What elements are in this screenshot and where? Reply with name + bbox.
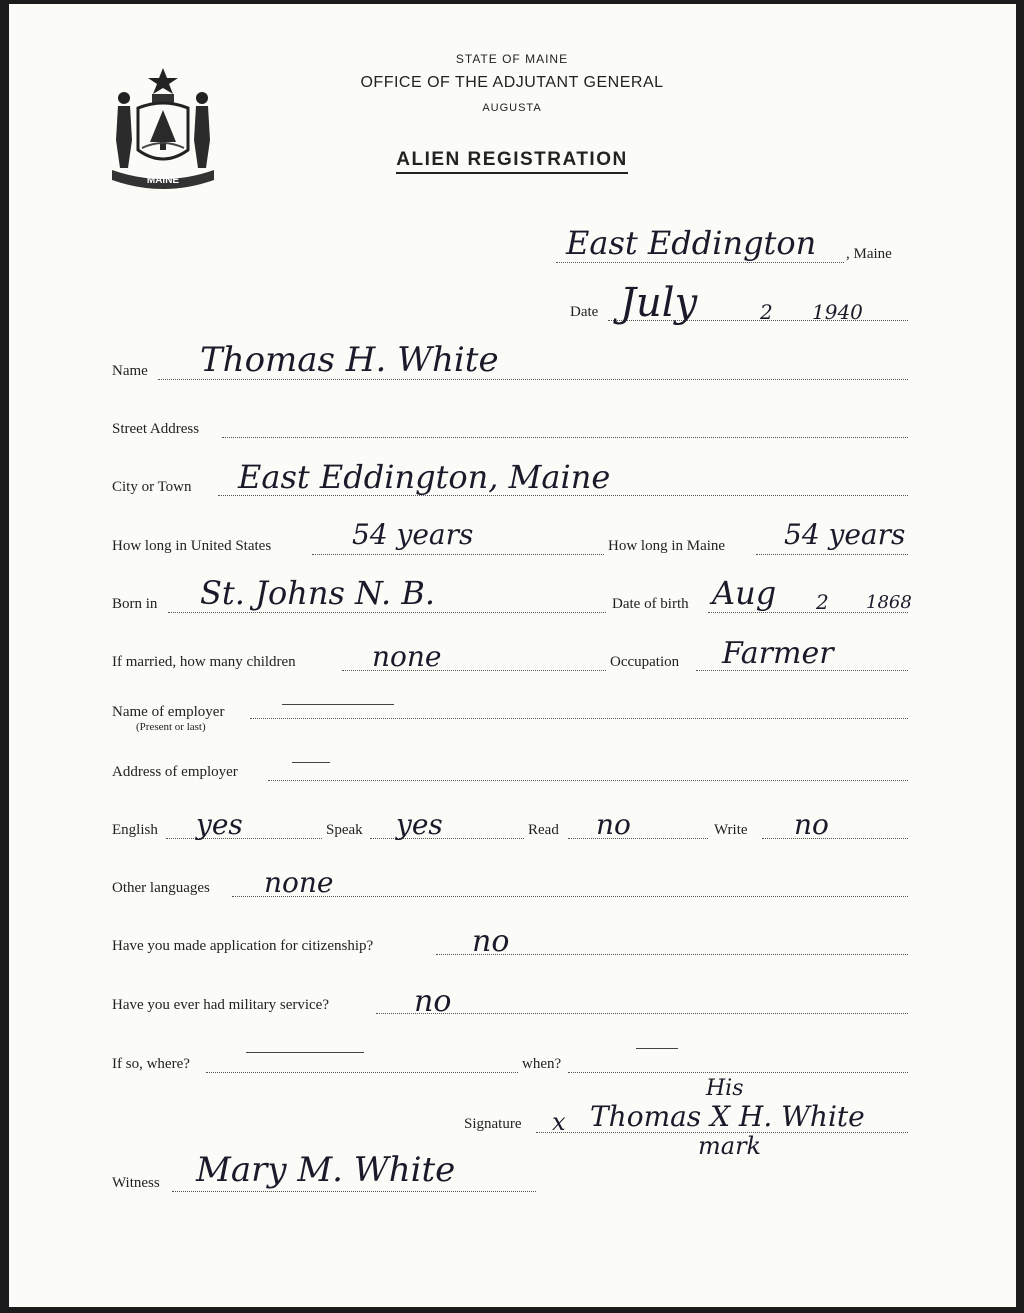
witness-label: Witness	[112, 1175, 160, 1191]
where-line	[206, 1072, 518, 1073]
name-label: Name	[112, 363, 148, 379]
other-languages-entry: none	[264, 866, 334, 899]
employer-address-dash	[292, 762, 330, 763]
dob-year-entry: 1868	[866, 592, 912, 613]
military-label: Have you ever had military service?	[112, 997, 329, 1013]
city-heading: AUGUSTA	[482, 102, 542, 114]
employer-name-sublabel: (Present or last)	[136, 721, 206, 733]
how-long-us-label: How long in United States	[112, 538, 272, 554]
office-heading: OFFICE OF THE ADJUTANT GENERAL	[360, 74, 664, 91]
citizenship-label: Have you made application for citizenship?	[112, 938, 374, 954]
witness-entry: Mary M. White	[196, 1150, 456, 1190]
when-dash	[636, 1048, 678, 1049]
place-line	[556, 262, 844, 263]
place-entry: East Eddington	[566, 224, 817, 262]
city-entry: East Eddington, Maine	[238, 458, 611, 496]
maine-suffix-label: , Maine	[846, 246, 892, 262]
state-heading: STATE OF MAINE	[455, 52, 569, 66]
how-long-us-line	[312, 554, 604, 555]
date-label: Date	[570, 304, 599, 320]
date-year-entry: 1940	[812, 300, 863, 324]
employer-name-line	[250, 718, 908, 719]
signature-x-mark: x	[552, 1108, 566, 1136]
citizenship-entry: no	[472, 924, 510, 959]
employer-address-line	[268, 780, 908, 781]
how-long-maine-label: How long in Maine	[608, 538, 726, 554]
years-us-entry: 54 years	[352, 518, 474, 551]
occupation-entry: Farmer	[722, 636, 834, 671]
form-title	[0, 149, 1024, 171]
other-languages-label: Other languages	[112, 880, 210, 896]
when-line	[568, 1072, 908, 1073]
read-line	[568, 838, 708, 839]
dob-month-entry: Aug	[712, 574, 777, 612]
english-entry: yes	[196, 808, 243, 841]
children-entry: none	[372, 640, 442, 673]
form-title-text: ALIEN REGISTRATION	[396, 149, 627, 174]
write-label: Write	[714, 822, 748, 838]
witness-line	[172, 1191, 536, 1192]
name-entry: Thomas H. White	[200, 340, 499, 380]
date-month-entry: July	[620, 280, 698, 326]
signature-his-note: His	[706, 1076, 744, 1101]
read-entry: no	[596, 808, 631, 841]
born-in-label: Born in	[112, 596, 158, 612]
dob-day-entry: 2	[816, 590, 829, 614]
born-in-entry: St. Johns N. B.	[200, 574, 436, 612]
employer-name-label: Name of employer	[112, 704, 225, 720]
write-line	[762, 838, 908, 839]
how-long-maine-line	[756, 554, 908, 555]
born-in-line	[168, 612, 606, 613]
street-label: Street Address	[112, 421, 200, 437]
signature-mark-note: mark	[698, 1132, 762, 1160]
date-day-entry: 2	[760, 300, 773, 324]
where-dash	[246, 1052, 364, 1053]
speak-line	[370, 838, 524, 839]
speak-label: Speak	[326, 822, 363, 838]
employer-name-dash	[282, 704, 394, 705]
date-of-birth-label: Date of birth	[612, 596, 689, 612]
read-label: Read	[528, 822, 559, 838]
years-maine-entry: 54 years	[784, 518, 906, 551]
military-entry: no	[414, 984, 452, 1019]
occupation-label: Occupation	[610, 654, 680, 670]
city-label: City or Town	[112, 479, 192, 495]
seal-text: MAINE	[146, 175, 180, 186]
english-label: English	[112, 822, 158, 838]
employer-address-label: Address of employer	[112, 764, 238, 780]
when-label: when?	[522, 1056, 562, 1072]
street-line	[222, 437, 908, 438]
children-label: If married, how many children	[112, 654, 296, 670]
signature-entry: Thomas X H. White	[590, 1100, 865, 1133]
speak-entry: yes	[396, 808, 443, 841]
english-line	[166, 838, 322, 839]
write-entry: no	[794, 808, 829, 841]
signature-label: Signature	[464, 1116, 522, 1132]
military-line	[376, 1013, 908, 1014]
where-label: If so, where?	[112, 1056, 190, 1072]
